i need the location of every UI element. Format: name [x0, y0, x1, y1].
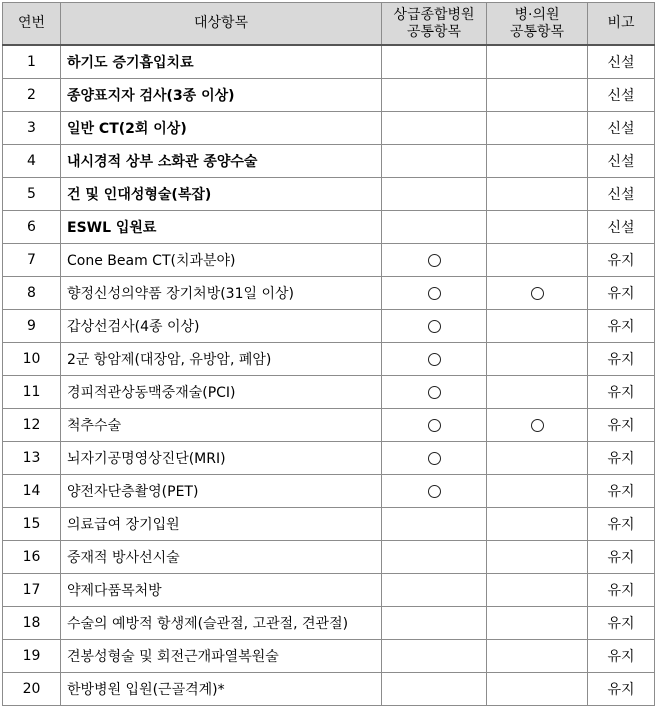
row-note: 신설 [588, 178, 655, 211]
row-tertiary-cell [382, 79, 487, 112]
row-number: 3 [3, 112, 61, 145]
row-note: 유지 [588, 244, 655, 277]
row-number: 4 [3, 145, 61, 178]
header-note: 비고 [588, 3, 655, 46]
row-item: 2군 항암제(대장암, 유방암, 폐암) [61, 343, 382, 376]
row-number: 19 [3, 640, 61, 673]
row-item: 중재적 방사선시술 [61, 541, 382, 574]
row-number: 2 [3, 79, 61, 112]
table-row [3, 145, 655, 178]
table-row [3, 79, 655, 112]
row-note: 유지 [588, 376, 655, 409]
row-item: 일반 CT(2회 이상) [61, 112, 382, 145]
header-row [3, 3, 655, 46]
table-row [3, 442, 655, 475]
row-item: 갑상선검사(4종 이상) [61, 310, 382, 343]
row-hospital-cell [487, 574, 588, 607]
row-tertiary-cell [382, 376, 487, 409]
table-row [3, 541, 655, 574]
row-hospital-cell [487, 640, 588, 673]
row-hospital-cell [487, 277, 588, 310]
row-number: 14 [3, 475, 61, 508]
row-note: 유지 [588, 475, 655, 508]
row-hospital-cell [487, 45, 588, 79]
table-header [3, 3, 655, 46]
circle-mark-icon [428, 386, 441, 399]
row-item: 척추수술 [61, 409, 382, 442]
row-hospital-cell [487, 178, 588, 211]
row-hospital-cell [487, 442, 588, 475]
row-item: 뇌자기공명영상진단(MRI) [61, 442, 382, 475]
row-note: 신설 [588, 211, 655, 244]
circle-mark-icon [428, 452, 441, 465]
table-row [3, 409, 655, 442]
row-hospital-cell [487, 541, 588, 574]
table-row [3, 45, 655, 79]
row-note: 신설 [588, 112, 655, 145]
header-item: 대상항목 [61, 3, 382, 46]
row-note: 유지 [588, 277, 655, 310]
row-hospital-cell [487, 145, 588, 178]
row-tertiary-cell [382, 673, 487, 706]
row-number: 5 [3, 178, 61, 211]
row-item: 향정신성의약품 장기처방(31일 이상) [61, 277, 382, 310]
row-item: ESWL 입원료 [61, 211, 382, 244]
row-note: 유지 [588, 442, 655, 475]
row-tertiary-cell [382, 112, 487, 145]
table-row [3, 508, 655, 541]
row-hospital-cell [487, 310, 588, 343]
table-row [3, 343, 655, 376]
row-item: 수술의 예방적 항생제(슬관절, 고관절, 견관절) [61, 607, 382, 640]
circle-mark-icon [428, 485, 441, 498]
row-hospital-cell [487, 673, 588, 706]
table-row [3, 574, 655, 607]
row-tertiary-cell [382, 343, 487, 376]
table-row [3, 310, 655, 343]
row-item: Cone Beam CT(치과분야) [61, 244, 382, 277]
row-number: 6 [3, 211, 61, 244]
row-number: 7 [3, 244, 61, 277]
row-note: 유지 [588, 541, 655, 574]
row-tertiary-cell [382, 178, 487, 211]
row-hospital-cell [487, 343, 588, 376]
circle-mark-icon [428, 254, 441, 267]
row-hospital-cell [487, 211, 588, 244]
row-tertiary-cell [382, 145, 487, 178]
circle-mark-icon [428, 287, 441, 300]
row-tertiary-cell [382, 310, 487, 343]
row-note: 유지 [588, 310, 655, 343]
row-hospital-cell [487, 475, 588, 508]
circle-mark-icon [428, 353, 441, 366]
row-note: 신설 [588, 145, 655, 178]
header-tertiary-line1: 상급종합병원 [393, 6, 475, 23]
row-number: 11 [3, 376, 61, 409]
row-number: 13 [3, 442, 61, 475]
row-item: 종양표지자 검사(3종 이상) [61, 79, 382, 112]
items-table [2, 2, 655, 706]
table-row [3, 607, 655, 640]
row-tertiary-cell [382, 409, 487, 442]
row-number: 17 [3, 574, 61, 607]
row-item: 내시경적 상부 소화관 종양수술 [61, 145, 382, 178]
row-hospital-cell [487, 244, 588, 277]
row-note: 유지 [588, 343, 655, 376]
row-item: 건 및 인대성형술(복잡) [61, 178, 382, 211]
row-tertiary-cell [382, 541, 487, 574]
table-row [3, 211, 655, 244]
row-item: 양전자단층촬영(PET) [61, 475, 382, 508]
row-tertiary-cell [382, 277, 487, 310]
row-number: 15 [3, 508, 61, 541]
row-hospital-cell [487, 508, 588, 541]
table-row [3, 112, 655, 145]
row-note: 신설 [588, 45, 655, 79]
row-note: 유지 [588, 508, 655, 541]
row-item: 견봉성형술 및 회전근개파열복원술 [61, 640, 382, 673]
row-tertiary-cell [382, 640, 487, 673]
row-hospital-cell [487, 376, 588, 409]
items-table-container [2, 2, 655, 706]
row-note: 유지 [588, 673, 655, 706]
header-hospital-line2: 공통항목 [509, 23, 565, 40]
row-number: 18 [3, 607, 61, 640]
row-tertiary-cell [382, 508, 487, 541]
row-number: 1 [3, 45, 61, 79]
header-no: 연번 [3, 3, 61, 46]
table-body [3, 45, 655, 706]
header-tertiary-line2: 공통항목 [406, 23, 462, 40]
circle-mark-icon [428, 320, 441, 333]
table-row [3, 475, 655, 508]
row-note: 유지 [588, 607, 655, 640]
row-hospital-cell [487, 79, 588, 112]
table-row [3, 277, 655, 310]
row-tertiary-cell [382, 574, 487, 607]
circle-mark-icon [531, 287, 544, 300]
row-item: 경피적관상동맥중재술(PCI) [61, 376, 382, 409]
row-hospital-cell [487, 409, 588, 442]
row-note: 신설 [588, 79, 655, 112]
header-hospital [487, 3, 588, 46]
row-number: 16 [3, 541, 61, 574]
row-note: 유지 [588, 640, 655, 673]
table-row [3, 376, 655, 409]
table-row [3, 640, 655, 673]
row-hospital-cell [487, 112, 588, 145]
table-row [3, 673, 655, 706]
row-number: 12 [3, 409, 61, 442]
table-row [3, 178, 655, 211]
header-hospital-line1: 병·의원 [514, 6, 560, 23]
row-number: 20 [3, 673, 61, 706]
row-note: 유지 [588, 409, 655, 442]
table-row [3, 244, 655, 277]
row-number: 10 [3, 343, 61, 376]
row-tertiary-cell [382, 211, 487, 244]
row-tertiary-cell [382, 442, 487, 475]
row-item: 하기도 증기흡입치료 [61, 45, 382, 79]
row-tertiary-cell [382, 45, 487, 79]
row-item: 한방병원 입원(근골격계)* [61, 673, 382, 706]
row-item: 약제다품목처방 [61, 574, 382, 607]
row-tertiary-cell [382, 244, 487, 277]
header-tertiary [382, 3, 487, 46]
row-number: 9 [3, 310, 61, 343]
row-note: 유지 [588, 574, 655, 607]
circle-mark-icon [531, 419, 544, 432]
circle-mark-icon [428, 419, 441, 432]
row-item: 의료급여 장기입원 [61, 508, 382, 541]
row-number: 8 [3, 277, 61, 310]
row-hospital-cell [487, 607, 588, 640]
row-tertiary-cell [382, 607, 487, 640]
row-tertiary-cell [382, 475, 487, 508]
